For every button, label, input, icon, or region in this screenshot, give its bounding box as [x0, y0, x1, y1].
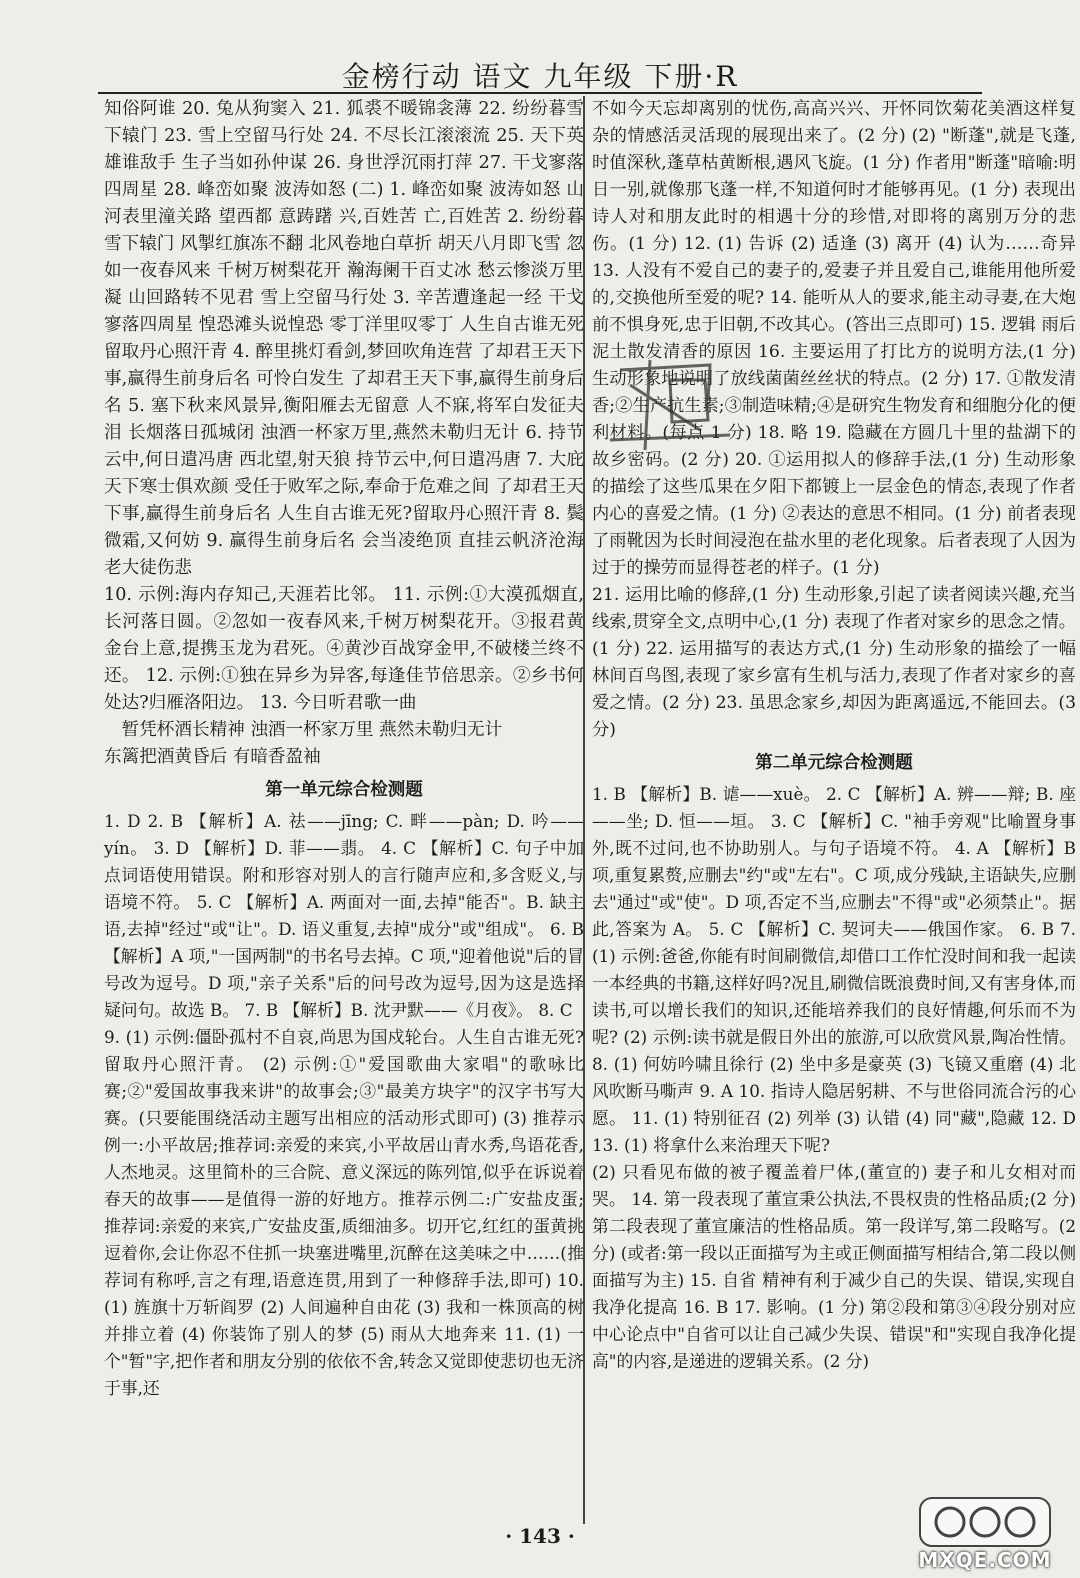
left-paragraph-1: 知俗阿谁 20. 兔从狗窦入 21. 狐裘不暖锦衾薄 22. 纷纷暮雪下辕门 23. 雪上空留马行处 24. 不尽长江滚滚流 25. 天下英雄谁敌手 生子当如孙仲谋 26. 身世浮沉雨打萍 27. 干戈寥落四周星 28. 峰峦如聚 波涛如怒 (二) 1. 峰峦如聚 波涛如怒 山河表里潼关路 望西都 意踌躇 兴,百姓苦 亡,百姓苦 2. 纷纷暮雪下辕门 风掣红旗冻不翻 北风卷地白草折 胡天八月即飞雪 忽如一夜春风来 千树万树梨花开 瀚海阑干百丈冰 愁云惨淡万里凝 山回路转不见君 雪上空留马行处 3. 辛苦遭逢起一经 干戈寥落四周星 惶恐滩头说惶恐 零丁洋里叹零丁 人生自古谁无死 留取丹心照汗青 4. 醉里挑灯看剑,梦回吹角连营 了却君王天下事,赢得生前身后名 可怜白发生 了却君王天下事,赢得生前身后名 5. 塞下秋来风景异,衡阳雁去无留意 人不寐,将军白发征夫泪 长烟落日孤城闭 浊酒一杯家万里,燕然未勒归无计 6. 持节云中,何日遣冯唐 西北望,射天狼 持节云中,何日遣冯唐 7. 大庇天下寒士俱欢颜 受任于败军之际,奉命于危难之间 了却君王天下事,赢得生前身后名 人生自古谁无死?留取丹心照汗青 8. 鬓微霜,又何妨 9. 赢得生前身后名 会当凌绝顶 直挂云帆济沧海 老大徒伤悲: [104, 99, 584, 578]
right-paragraph-1: 不如今天忘却离别的忧伤,高高兴兴、开怀同饮菊花美酒这样复杂的情感活灵活现的展现出来了。(2 分) (2) "断蓬",就是飞蓬,时值深秋,蓬草枯黄断根,遇风飞旋。(1 分) 作者用"断蓬"暗喻:明日一别,就像那飞蓬一样,不知道何时才能够再见。(1 分) 表现出诗人对和朋友此时的相遇十分的珍惜,对即将的离别万分的悲伤。(1 分) 12. (1) 告诉 (2) 适逢 (3) 离开 (4) 认为……奇异 13. 人没有不爱自己的妻子的,爱妻子并且爱自己,谁能用他所爱的,交换他所至爱的呢? 14. 能听从人的要求,能主动寻妻,在大炮前不惧身死,忠于旧朝,不改其心。(答出三点即可) 15. 逻辑 雨后泥土散发清香的原因 16. 主要运用了打比方的说明方法,(1 分) 生动形象地说明了放线菌菌丝丝状的特点。(2 分) 17. ①散发清香;②生产抗生素;③制造味精;④是研究生物发育和细胞分化的便利材料。(每点 1 分) 18. 略 19. 隐藏在方圆几十里的盐湖下的故乡密码。(2 分) 20. ①运用拟人的修辞手法,(1 分) 生动形象的描绘了这些瓜果在夕阳下都镀上一层金色的情态,表现了作者内心的喜爱之情。(1 分) ②表达的意思不相同。(1 分) 前者表现了雨靴因为长时间浸泡在盐水里的老化现象。后者表现了人因为过于的操劳而显得苍老的样子。(1 分): [592, 99, 1076, 578]
left-paragraph-4: 东篱把酒黄昏后 有暗香盈袖: [104, 747, 321, 767]
column-divider: [583, 96, 585, 1524]
left-column: [104, 96, 584, 1402]
handwritten-stamp: [590, 340, 790, 490]
right-paragraph-2: 21. 运用比喻的修辞,(1 分) 生动形象,引起了读者阅读兴趣,充当线索,贯穿全文,点明中心,(1 分) 表现了作者对家乡的思念之情。(1 分) 22. 运用描写的表达方式,(1 分) 生动形象的描绘了一幅林间百鸟图,表现了家乡富有生机与活力,表现了作者对家乡的喜爱之情。(2 分) 23. 虽思念家乡,却因为距离遥远,不能回去。(3 分): [592, 585, 1076, 740]
unit-one-answers-2: 9. (1) 示例:僵卧孤村不自哀,尚思为国戍轮台。人生自古谁无死?留取丹心照汗青。 (2) 示例:①"爱国歌曲大家唱"的歌咏比赛;②"爱国故事我来讲"的故事会;③"最美方块字"的汉字书写大赛。(只要能围绕活动主题写出相应的活动形式即可) (3) 推荐示例一:小平故居;推荐词:亲爱的来宾,小平故居山青水秀,鸟语花香,人杰地灵。这里简朴的三合院、意义深远的陈列馆,似乎在诉说着春天的故事——是值得一游的好地方。推荐示例二:广安盐皮蛋;推荐词:亲爱的来宾,广安盐皮蛋,质细油多。切开它,红红的蛋黄挑逗着你,会让你忍不住抓一块塞进嘴里,沉醉在这美味之中……(推荐词有称呼,言之有理,语意连贯,用到了一种修辞手法,即可) 10. (1) 旌旗十万斩阎罗 (2) 人间遍种自由花 (3) 我和一株顶高的树并排立着 (4) 你装饰了别人的梦 (5) 雨从大地奔来 11. (1) 一个"暂"字,把作者和朋友分别的依依不舍,转念又觉即使悲切也无济于事,还: [104, 1027, 584, 1398]
unit-two-answers-1: 1. B 【解析】B. 谑——xuè。 2. C 【解析】A. 辨——辩; B. 座——坐; D. 恒——垣。 3. C 【解析】C. "袖手旁观"比喻置身事外,既不过问,也不协助别人。与句子语境不符。 4. A 【解析】B 项,重复累赘,应删去"约"或"左右"。C 项,成分残缺,主语缺失,应删去"通过"或"使"。D 项,否定不当,应删去"不得"或"必须禁止"。据此,答案为 A。 5. C 【解析】C. 契诃夫——俄国作家。 6. B 7. (1) 示例:爸爸,你能有时间刷微信,却借口工作忙没时间和我一起读一本经典的书籍,这样好吗?况且,刷微信既浪费时间,又有害身体,而读书,可以增长我们的知识,还能培养我们的良好情趣,何乐而不为呢? (2) 示例:读书就是假日外出的旅游,可以欣赏风景,陶冶性情。 8. (1) 何妨吟啸且徐行 (2) 坐中多是豪英 (3) 飞镜又重磨 (4) 北风吹断马嘶声 9. A 10. 指诗人隐居躬耕、不与世俗同流合污的心愿。 11. (1) 特别征召 (2) 列举 (3) 认错 (4) 同"藏",隐藏 12. D 13. (1) 将拿什么来治理天下呢?: [592, 784, 1076, 1155]
unit-two-title: 第二单元综合检测题: [755, 753, 913, 773]
right-column: [592, 96, 1076, 1375]
left-paragraph-2: 10. 示例:海内存知己,天涯若比邻。 11. 示例:①大漠孤烟直,长河落日圆。②忽如一夜春风来,千树万树梨花开。③报君黄金台上意,提携玉龙为君死。④黄沙百战穿金甲,不破楼兰终不还。 12. 示例:①独在异乡为异客,每逢佳节倍思亲。②乡书何处达?归雁洛阳边。 13. 今日听君歌一曲: [104, 585, 584, 713]
header-rule: [98, 92, 982, 94]
unit-two-answers-2: (2) 只看见布做的被子覆盖着尸体,(董宣的) 妻子和儿女相对而哭。 14. 第一段表现了董宣秉公执法,不畏权贵的性格品质;(2 分) 第二段表现了董宣廉洁的性格品质。第一段详写,第二段略写。(2 分) (或者:第一段以正面描写为主或正侧面描写相结合,第二段以侧面描写为主) 15. 自省 精神有利于减少自己的失误、错误,实现自我净化提高 16. B 17. 影响。(1 分) 第②段和第③④段分别对应中心论点中"自省可以让自己减少失误、错误"和"实现自我净化提高"的内容,是递进的逻辑关系。(2 分): [592, 1162, 1076, 1371]
watermark-logo: [890, 1493, 1080, 1553]
watermark-url: MXQE.COM: [918, 1548, 1052, 1572]
unit-one-answers-1: 1. D 2. B 【解析】A. 祛——jīng; C. 畔——pàn; D. 吟——yín。 3. D 【解析】D. 菲——翡。 4. C 【解析】C. 句子中加点词语使用错误。附和形容对别人的言行随声应和,多含贬义,与语境不符。 5. C 【解析】A. 两面对一面,去掉"能否"。B. 缺主语,去掉"经过"或"让"。D. 语义重复,去掉"成分"或"组成"。 6. B 【解析】A 项,"一国两制"的书名号去掉。C 项,"迎着他说"后的冒号改为逗号。D 项,"亲子关系"后的问号改为逗号,因为这是选择疑问句。故选 B。 7. B 【解析】B. 沈尹默——《月夜》。 8. C: [104, 811, 584, 1020]
page-header: 金榜行动 语文 九年级 下册·R: [341, 60, 739, 93]
page-number: · 143 ·: [505, 1524, 575, 1548]
left-paragraph-3: 暂凭杯酒长精神 浊酒一杯家万里 燕然未勒归无计: [121, 720, 503, 740]
site-watermark: [890, 1493, 1080, 1578]
unit-one-title: 第一单元综合检测题: [265, 780, 423, 800]
